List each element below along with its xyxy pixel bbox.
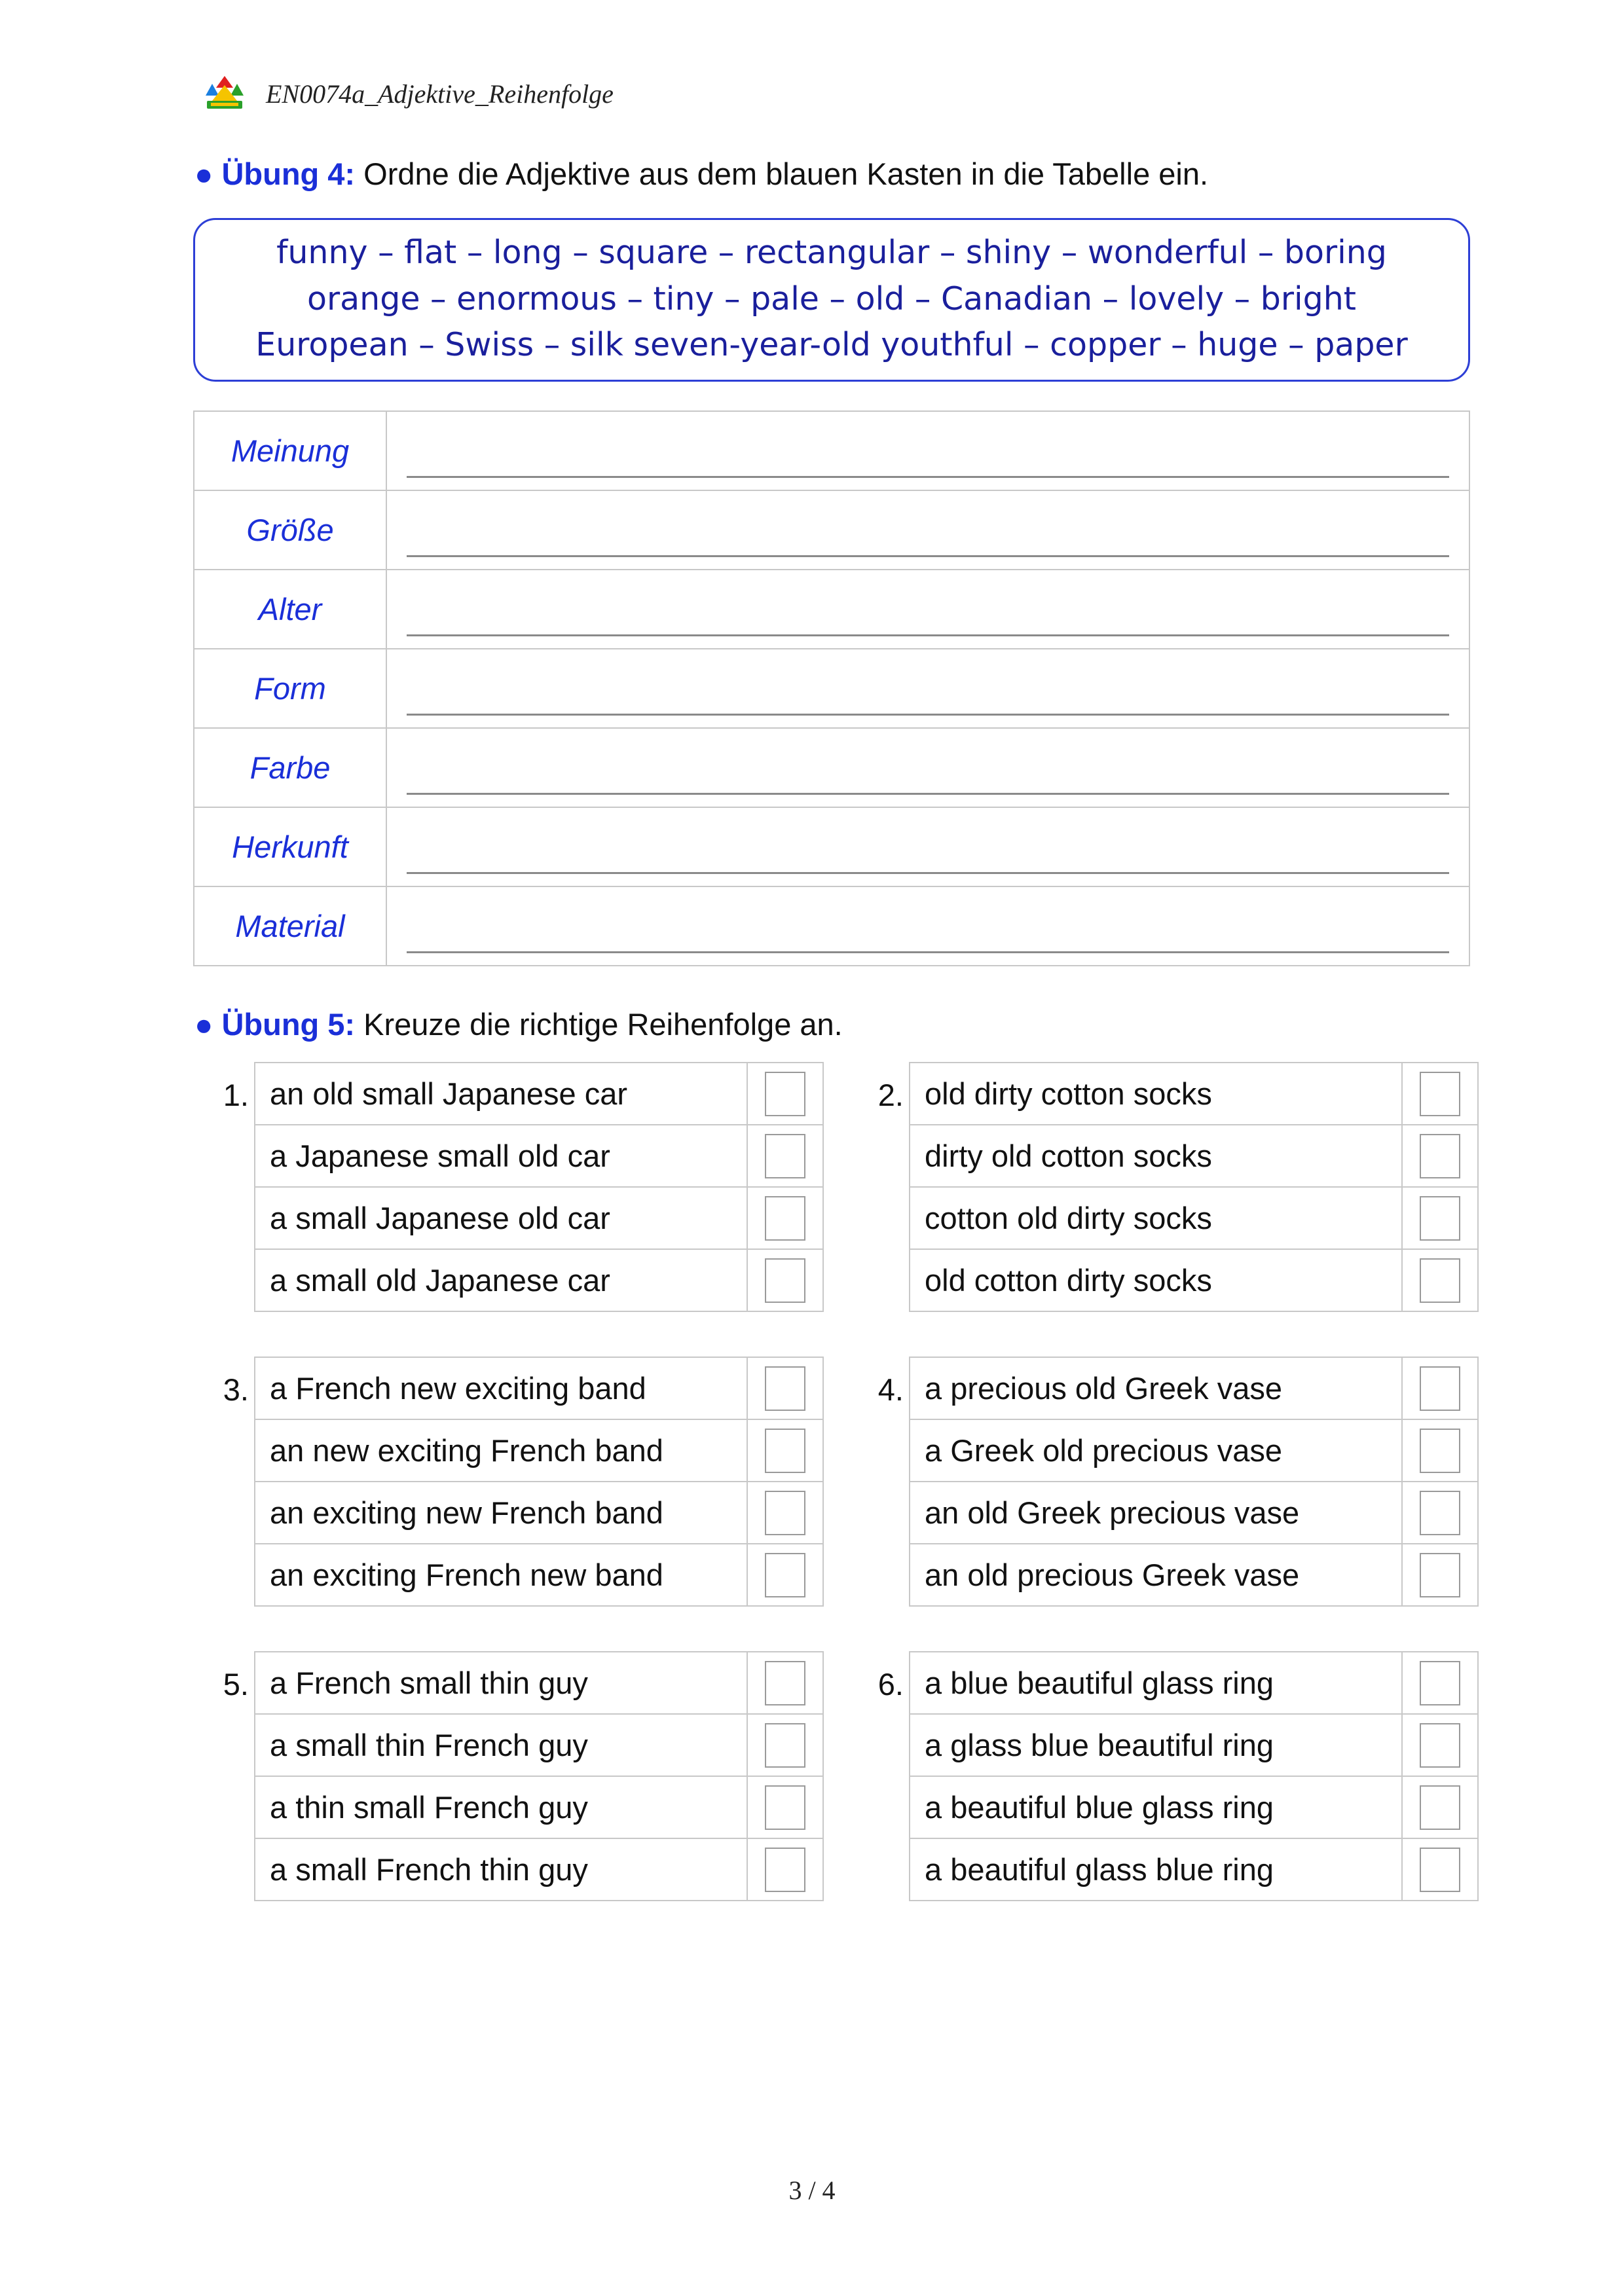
question-number: 5. (223, 1667, 249, 1702)
option-text: old cotton dirty socks (910, 1249, 1402, 1311)
publisher-logo-icon (203, 75, 246, 110)
category-answer-field[interactable] (386, 411, 1469, 490)
option-row (255, 1714, 823, 1776)
option-checkbox[interactable] (765, 1134, 805, 1178)
option-checkbox[interactable] (1420, 1196, 1460, 1241)
option-text: a French new exciting band (255, 1357, 747, 1419)
option-row (255, 1838, 823, 1901)
answer-line (407, 872, 1449, 874)
category-answer-field[interactable] (386, 490, 1469, 570)
option-text: dirty old cotton socks (910, 1125, 1402, 1187)
category-label: Farbe (194, 728, 386, 807)
word-line: European – Swiss – silk seven-year-old youthful – copper – huge – paper (255, 326, 1408, 363)
category-label: Alter (194, 570, 386, 649)
adjective-word-box (193, 218, 1470, 382)
option-text: a Greek old precious vase (910, 1419, 1402, 1482)
option-checkbox[interactable] (1420, 1366, 1460, 1411)
page-number: 3 / 4 (788, 2176, 836, 2205)
option-row (255, 1249, 823, 1311)
exercise-4-heading (194, 156, 1208, 192)
option-checkbox[interactable] (765, 1366, 805, 1411)
answer-line (407, 555, 1449, 557)
option-checkbox[interactable] (765, 1553, 805, 1597)
option-row (910, 1249, 1478, 1311)
option-checkbox[interactable] (765, 1072, 805, 1116)
question-5-options (254, 1651, 824, 1901)
category-row (194, 728, 1469, 807)
question-1-options (254, 1062, 824, 1312)
option-row (255, 1544, 823, 1606)
option-checkbox[interactable] (765, 1258, 805, 1303)
question-3-options (254, 1357, 824, 1607)
category-answer-field[interactable] (386, 728, 1469, 807)
category-row (194, 570, 1469, 649)
option-checkbox[interactable] (1420, 1785, 1460, 1830)
option-checkbox[interactable] (1420, 1553, 1460, 1597)
question-number: 1. (223, 1078, 249, 1112)
answer-line (407, 793, 1449, 795)
bullet-icon: ● (194, 1007, 213, 1042)
category-row (194, 649, 1469, 728)
option-row (910, 1419, 1478, 1482)
category-row (194, 411, 1469, 490)
option-row (255, 1776, 823, 1838)
option-row (910, 1714, 1478, 1776)
category-label: Herkunft (194, 807, 386, 886)
category-row (194, 807, 1469, 886)
option-checkbox[interactable] (765, 1723, 805, 1768)
option-checkbox[interactable] (1420, 1491, 1460, 1535)
word-line: orange – enormous – tiny – pale – old – Canadian – lovely – bright (307, 280, 1356, 318)
answer-line (407, 634, 1449, 636)
option-text: a blue beautiful glass ring (910, 1652, 1402, 1714)
option-row (910, 1652, 1478, 1714)
option-checkbox[interactable] (1420, 1134, 1460, 1178)
category-answer-field[interactable] (386, 570, 1469, 649)
exercise-5-instruction: Kreuze die richtige Reihenfolge an. (363, 1007, 843, 1042)
option-text: a precious old Greek vase (910, 1357, 1402, 1419)
option-row (255, 1419, 823, 1482)
option-row (255, 1187, 823, 1249)
question-2-options (909, 1062, 1479, 1312)
option-text: an old precious Greek vase (910, 1544, 1402, 1606)
option-text: an old Greek precious vase (910, 1482, 1402, 1544)
option-text: a small Japanese old car (255, 1187, 747, 1249)
answer-line (407, 714, 1449, 716)
option-row (255, 1482, 823, 1544)
option-row (255, 1652, 823, 1714)
option-row (910, 1063, 1478, 1125)
option-row (255, 1063, 823, 1125)
option-checkbox[interactable] (765, 1848, 805, 1892)
word-line: funny – flat – long – square – rectangular – shiny – wonderful – boring (276, 234, 1387, 271)
option-text: an old small Japanese car (255, 1063, 747, 1125)
category-answer-field[interactable] (386, 807, 1469, 886)
option-text: a small old Japanese car (255, 1249, 747, 1311)
category-answer-field[interactable] (386, 649, 1469, 728)
option-text: a small thin French guy (255, 1714, 747, 1776)
option-text: a beautiful blue glass ring (910, 1776, 1402, 1838)
option-row (255, 1357, 823, 1419)
option-checkbox[interactable] (1420, 1723, 1460, 1768)
option-row (910, 1357, 1478, 1419)
option-checkbox[interactable] (1420, 1429, 1460, 1473)
category-label: Form (194, 649, 386, 728)
option-row (910, 1544, 1478, 1606)
option-checkbox[interactable] (1420, 1258, 1460, 1303)
option-row (910, 1482, 1478, 1544)
answer-line (407, 476, 1449, 478)
option-row (910, 1187, 1478, 1249)
option-text: an exciting new French band (255, 1482, 747, 1544)
answer-line (407, 951, 1449, 953)
option-checkbox[interactable] (765, 1429, 805, 1473)
option-checkbox[interactable] (1420, 1661, 1460, 1705)
category-answer-field[interactable] (386, 886, 1469, 966)
exercise-4-instruction: Ordne die Adjektive aus dem blauen Kasten in die Tabelle ein. (363, 156, 1209, 191)
option-text: a glass blue beautiful ring (910, 1714, 1402, 1776)
option-text: a small French thin guy (255, 1838, 747, 1901)
option-checkbox[interactable] (765, 1661, 805, 1705)
category-label: Material (194, 886, 386, 966)
question-number: 6. (877, 1667, 904, 1702)
option-text: old dirty cotton socks (910, 1063, 1402, 1125)
option-row (910, 1838, 1478, 1901)
option-checkbox[interactable] (1420, 1072, 1460, 1116)
question-4-options (909, 1357, 1479, 1607)
option-checkbox[interactable] (765, 1785, 805, 1830)
exercise-5-heading (194, 1006, 843, 1042)
question-6-options (909, 1651, 1479, 1901)
category-label: Größe (194, 490, 386, 570)
question-number: 3. (223, 1372, 249, 1407)
category-table (193, 410, 1470, 966)
option-text: a French small thin guy (255, 1652, 747, 1714)
option-checkbox[interactable] (1420, 1848, 1460, 1892)
option-row (910, 1776, 1478, 1838)
option-checkbox[interactable] (765, 1491, 805, 1535)
question-number: 4. (877, 1372, 904, 1407)
exercise-5-label: Übung 5: (221, 1007, 356, 1042)
option-text: an exciting French new band (255, 1544, 747, 1606)
option-row (255, 1125, 823, 1187)
question-number: 2. (877, 1078, 904, 1112)
exercise-4-label: Übung 4: (221, 156, 356, 191)
bullet-icon: ● (194, 156, 213, 191)
option-text: an new exciting French band (255, 1419, 747, 1482)
option-row (910, 1125, 1478, 1187)
option-text: a thin small French guy (255, 1776, 747, 1838)
document-title: EN0074a_Adjektive_Reihenfolge (266, 79, 614, 109)
option-text: a beautiful glass blue ring (910, 1838, 1402, 1901)
option-text: a Japanese small old car (255, 1125, 747, 1187)
category-row (194, 490, 1469, 570)
category-row (194, 886, 1469, 966)
category-label: Meinung (194, 411, 386, 490)
option-text: cotton old dirty socks (910, 1187, 1402, 1249)
option-checkbox[interactable] (765, 1196, 805, 1241)
